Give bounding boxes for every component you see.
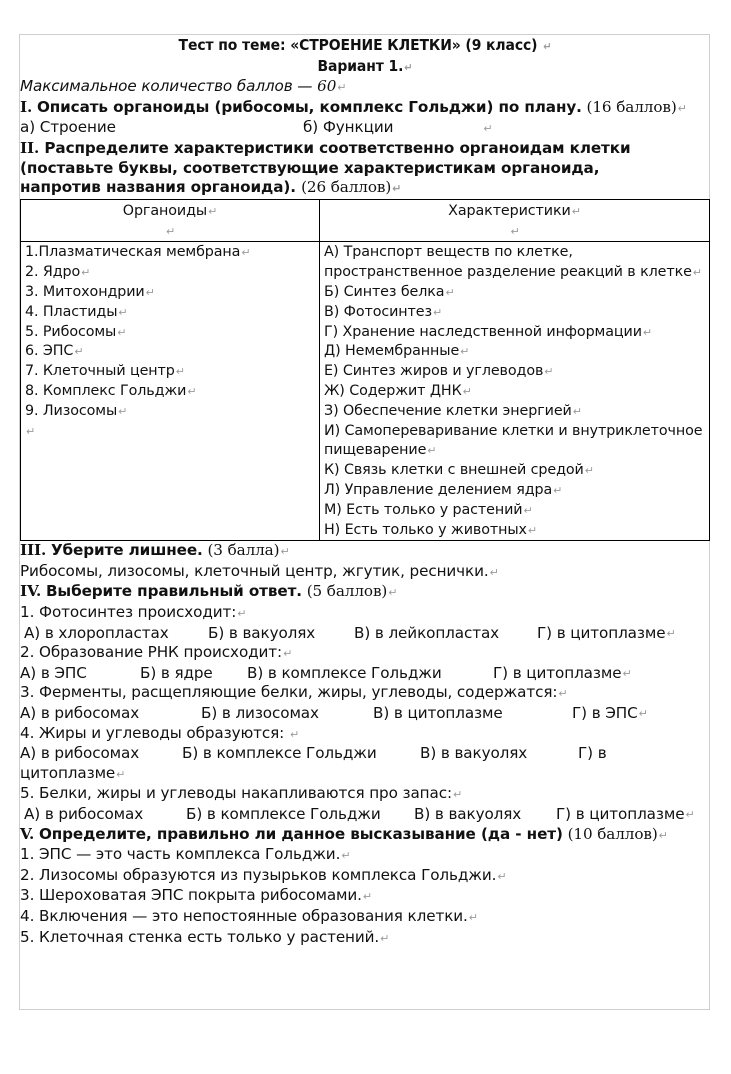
statement: 4. Включения — это непостоянные образования клетки.↵: [20, 906, 478, 925]
list-item: И) Самопереваривание клетки и внутриклеточное пищеварение↵: [324, 422, 703, 459]
section-3-heading: III. Уберите лишнее. (3 балла)↵: [20, 541, 290, 560]
list-item: Л) Управление делением ядра↵: [324, 481, 563, 498]
section-2-heading: II. Распределите характеристики соответственно органоидам клетки (поставьте буквы, соответствующие характеристикам органоида, напротив названия органоида). (26 баллов)↵: [20, 138, 631, 197]
section-3-items: Рибосомы, лизосомы, клеточный центр, жгутик, реснички.↵: [20, 561, 499, 580]
list-item: А) Транспорт веществ по клетке, пространственное разделение реакций в клетке↵: [324, 244, 702, 281]
list-item: 5. Рибосомы↵: [25, 323, 127, 340]
question-1: 1. Фотосинтез происходит:↵: [20, 603, 247, 622]
variant-label: Вариант 1.↵: [317, 56, 413, 75]
list-item: 8. Комплекс Гольджи↵: [25, 382, 197, 399]
question-3: 3. Ферменты, расщепляющие белки, жиры, углеводы, содержатся:↵: [20, 683, 568, 702]
organoid-table: [20, 199, 710, 542]
list-item: 7. Клеточный центр↵: [25, 363, 185, 380]
list-item: Д) Немембранные↵: [324, 343, 470, 360]
list-item: К) Связь клетки с внешней средой↵: [324, 462, 594, 479]
list-item: Б) Синтез белка↵: [324, 283, 455, 300]
list-item: Н) Есть только у животных↵: [324, 521, 538, 538]
section-1-heading: I. Описать органоиды (рибосомы, комплекс Гольджи) по плану. (16 баллов)↵: [20, 97, 687, 116]
question-1-options: А) в хлоропластах Б) в вакуолях В) в лейкопластах Г) в цитоплазме ↵: [24, 623, 676, 642]
section-5-heading: V. Определите, правильно ли данное высказывание (да - нет) (10 баллов)↵: [20, 824, 668, 843]
organoid-list: 1.Плазматическая мембрана↵ 2. Ядро↵ 3. Митохондрии↵ 4. Пластиды↵ 5. Рибосомы↵ 6. ЭПС↵ 7. Клеточный центр↵ 8. Комплекс Гольджи↵ 9. Лизосомы↵ ↵: [21, 242, 320, 541]
question-2: 2. Образование РНК происходит:↵: [20, 643, 293, 662]
list-item: Е) Синтез жиров и углеводов↵: [324, 363, 554, 380]
question-4-options-cont: цитоплазме↵: [20, 763, 126, 782]
statement: 5. Клеточная стенка есть только у растений.↵: [20, 927, 390, 946]
statement: 2. Лизосомы образуются из пузырьков комплекса Гольджи.↵: [20, 865, 507, 884]
list-item: Ж) Содержит ДНК↵: [324, 382, 472, 399]
statement: 1. ЭПС — это часть комплекса Гольджи.↵: [20, 845, 351, 864]
question-2-options: А) в ЭПС Б) в ядре В) в комплексе Гольджи Г) в цитоплазме ↵: [20, 663, 632, 682]
question-5-options: А) в рибосомах Б) в комплексе Гольджи В) в вакуолях Г) в цитоплазме ↵: [24, 805, 695, 824]
question-5: 5. Белки, жиры и углеводы накапливаются про запас:↵: [20, 784, 463, 803]
col-header-characteristics: Характеристики↵ ↵: [320, 199, 710, 242]
list-item: М) Есть только у растений↵: [324, 501, 533, 518]
question-3-options: А) в рибосомах Б) в лизосомах В) в цитоплазме Г) в ЭПС ↵: [20, 704, 648, 723]
question-4: 4. Жиры и углеводы образуются: ↵: [20, 723, 300, 742]
statement: 3. Шероховатая ЭПС покрыта рибосомами.↵: [20, 886, 373, 905]
list-item: Г) Хранение наследственной информации↵: [324, 323, 653, 340]
max-score: Максимальное количество баллов — 60↵: [20, 77, 347, 96]
list-item: 4. Пластиды↵: [25, 303, 128, 320]
list-item: 9. Лизосомы↵: [25, 402, 128, 419]
list-item: 1.Плазматическая мембрана↵: [25, 244, 251, 261]
section-1-items: а) Строение б) Функции ↵: [20, 118, 493, 137]
list-item: З) Обеспечение клетки энергией↵: [324, 402, 582, 419]
list-item: 6. ЭПС↵: [25, 343, 84, 360]
section-4-heading: IV. Выберите правильный ответ. (5 баллов)↵: [20, 582, 398, 601]
test-title: Тест по теме: «СТРОЕНИЕ КЛЕТКИ» (9 класс) ↵: [178, 36, 552, 54]
list-item: В) Фотосинтез↵: [324, 303, 443, 320]
characteristics-list: [320, 242, 710, 541]
test-document: [20, 36, 710, 948]
list-item: 2. Ядро↵: [25, 264, 91, 281]
list-item: 3. Митохондрии↵: [25, 283, 155, 300]
question-4-options: А) в рибосомах Б) в комплексе Гольджи В) в вакуолях Г) в: [20, 744, 607, 763]
col-header-organoids: Органоиды↵ ↵: [21, 199, 320, 242]
